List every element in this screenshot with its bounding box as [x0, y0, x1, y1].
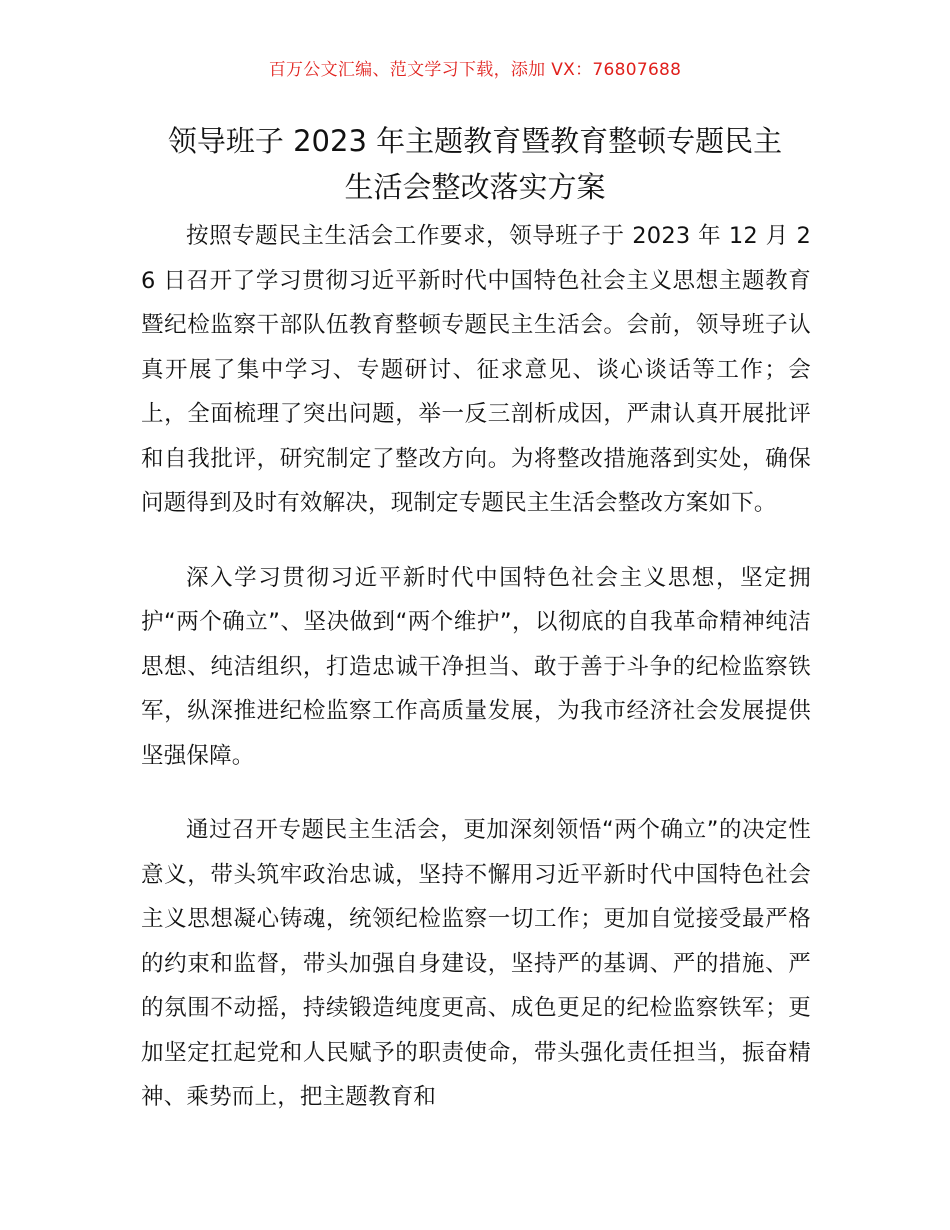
document-body [141, 214, 811, 1150]
document-title [130, 118, 820, 210]
header-promo-note: 百万公文汇编、范文学习下载，添加 VX：76807688 [268, 60, 682, 80]
paragraph-guiding-thought: 深入学习贯彻习近平新时代中国特色社会主义思想，坚定拥护“两个确立”、坚决做到“两个维护”，以彻底的自我革命精神纯洁思想、纯洁组织，打造忠诚干净担当、敢于善于斗争的纪检监察铁军，纵深推进纪检监察工作高质量发展，为我市经济社会发展提供坚强保障。 [141, 564, 811, 769]
title-line-2: 生活会整改落实方案 [344, 170, 606, 204]
paragraph-goals: 通过召开专题民主生活会，更加深刻领悟“两个确立”的决定性意义，带头筑牢政治忠诚，坚持不懈用习近平新时代中国特色社会主义思想凝心铸魂，统领纪检监察一切工作；更加自觉接受最严格的约束和监督，带头加强自身建设，坚持严的基调、严的措施、严的氛围不动摇，持续锻造纯度更高、成色更足的纪检监察铁军；更加坚定扛起党和人民赋予的职责使命，带头强化责任担当，振奋精神、乘势而上，把主题教育和 [141, 817, 811, 1110]
title-line-1: 领导班子 2023 年主题教育暨教育整顿专题民主 [167, 124, 783, 158]
paragraph-intro: 按照专题民主生活会工作要求，领导班子于 2023 年 12 月 26 日召开了学习贯彻习近平新时代中国特色社会主义思想主题教育暨纪检监察干部队伍教育整顿专题民主生活会。会前，领导班子认真开展了集中学习、专题研讨、征求意见、谈心谈话等工作；会上，全面梳理了突出问题，举一反三剖析成因，严肃认真开展批评和自我批评，研究制定了整改方向。为将整改措施落到实处，确保问题得到及时有效解决，现制定专题民主生活会整改方案如下。 [141, 223, 811, 516]
